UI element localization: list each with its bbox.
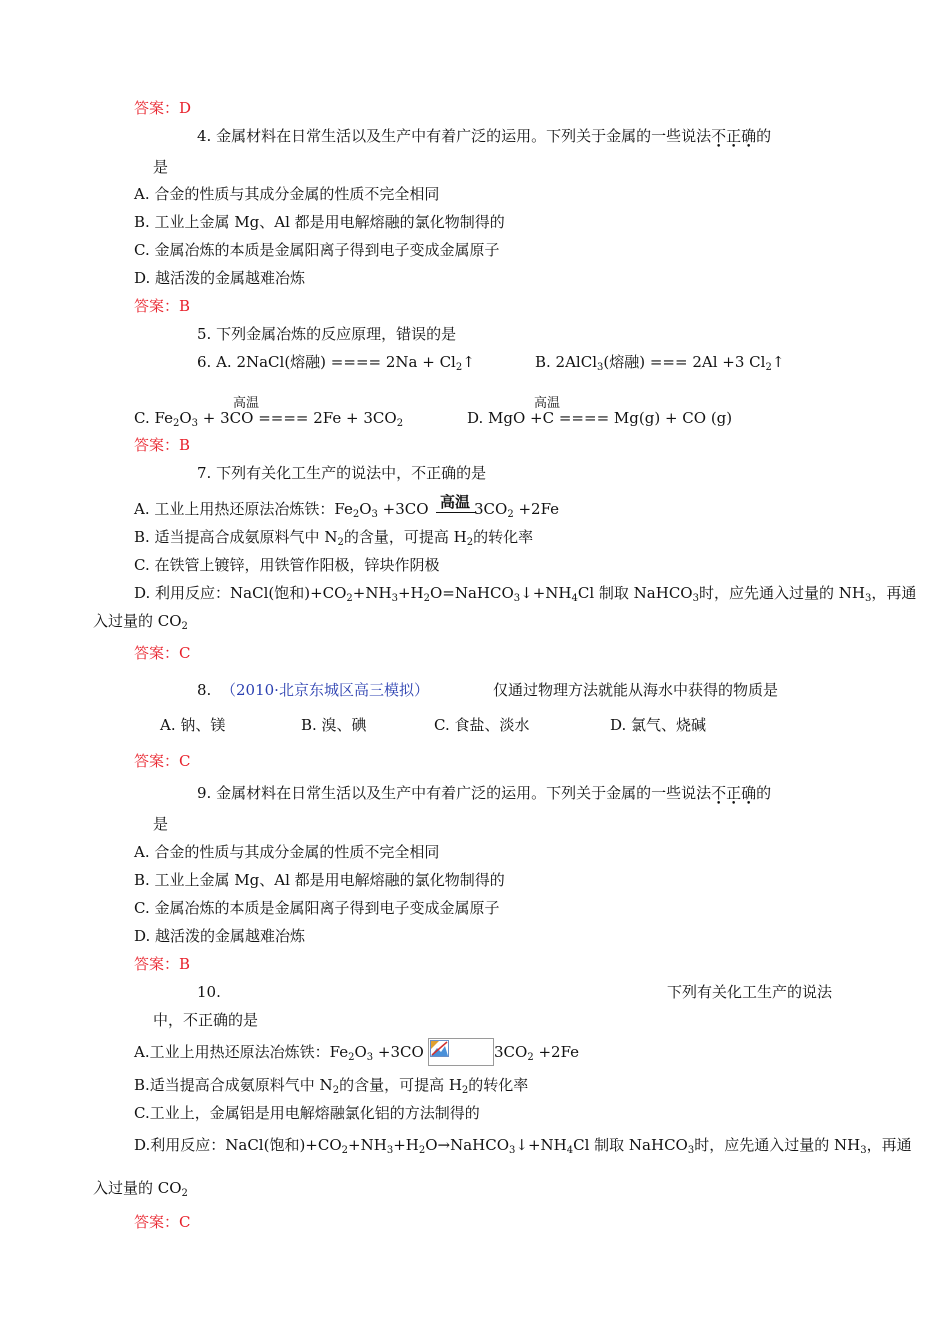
q10-a-text3: +3CO [373,1043,424,1061]
q4-stem-post: 的 [756,127,772,145]
q9-option-c: C. 金属冶炼的本质是金属阳离子得到电子变成金属原子 [134,899,500,917]
q4-stem [197,126,771,146]
q6-a-sub: 2 [455,362,463,373]
q10-b-text1: B.适当提高合成氨原料气中 N [134,1076,333,1094]
answer-q8: 答案：C [134,752,191,770]
q10-option-a-rhs [494,1042,579,1062]
q10-a-text2: O [354,1043,367,1061]
q7-d-text7: 时，应先通入过量的 NH [698,584,865,602]
answer-q3: 答案：D [134,99,192,117]
q6-b-text2: (熔融) === 2Al +3 Cl [603,353,766,371]
q10-b-sub2: 2 [461,1085,469,1096]
q7-d-sub1: 2 [346,593,353,604]
q6-b-text1: B. 2AlCl [535,353,598,371]
q7-d-sub3: 2 [423,593,430,604]
q6-option-d: D. MgO +C ==== Mg(g) + CO (g) [467,409,733,427]
q8-stem: 仅通过物理方法就能从海水中获得的物质是 [493,681,779,699]
q7-d-text6: Cl 制取 NaHCO [577,584,693,602]
q7-b-text3: 的转化率 [473,528,534,546]
q10-a-sub3: 2 [527,1052,534,1063]
answer-q4: 答案：B [134,297,191,315]
q10-b-text2: 的含量，可提高 H [339,1076,462,1094]
q6-option-a [197,352,475,372]
q10-a-sub2: 3 [366,1052,374,1063]
answer-q6: 答案：B [134,436,191,454]
q7-stem: 7. 下列有关化工生产的说法中，不正确的是 [197,464,487,482]
q7-a-arrow-bar [436,512,476,513]
q7-d-text2: +NH [352,584,392,602]
q7-option-a-rhs [474,499,559,519]
q9-option-b: B. 工业上金属 Mg、Al 都是用电解熔融的氯化物制得的 [134,871,505,889]
q7-a-text3: +3CO [377,500,429,518]
q10-option-d-cont [93,1178,188,1198]
q4-option-d: D. 越活泼的金属越难冶炼 [134,269,306,287]
q4-option-c: C. 金属冶炼的本质是金属阳离子得到电子变成金属原子 [134,241,500,259]
broken-image-icon [430,1040,450,1058]
q10-d-text2: +NH [348,1136,387,1154]
q9-emph-2: 正 [726,784,742,802]
q10-d-text8: ，再通 [866,1136,912,1154]
q6-b-arrow: ↑ [771,353,785,371]
q7-d-text5: ↓+NH [520,584,572,602]
answer-q9: 答案：B [134,955,191,973]
q10-number: 10. [197,983,221,1001]
q10-stem: 下列有关化工生产的说法 [667,983,833,1001]
q9-stem-post: 的 [756,784,772,802]
q9-option-a: A. 合金的性质与其成分金属的性质不完全相同 [134,843,440,861]
broken-image-placeholder [428,1038,494,1066]
q6-a-arrow: ↑ [462,353,475,371]
q4-emph-1: 不 [711,127,727,145]
q10-d-sub7: 3 [860,1145,867,1156]
q7-d-text1: D. 利用反应：NaCl(饱和)+CO [134,584,347,602]
answer-q10: 答案：C [134,1213,191,1231]
q6-c-sub2: 3 [191,418,199,429]
q8-option-c: C. 食盐、淡水 [434,716,530,734]
q8-source: （2010·北京东城区高三模拟） [221,681,429,699]
q7-a-sub1: 2 [352,509,360,520]
q7-a-condition: 高温 [440,493,471,511]
q8-number: 8. [197,681,212,699]
q7-a-sub2: 3 [371,509,378,520]
q9-stem [197,783,771,803]
q7-b-text1: B. 适当提高合成氨原料气中 N [134,528,338,546]
q7-d-sub2: 3 [391,593,398,604]
q7-d-text4: O=NaHCO [429,584,514,602]
q9-stem-cont: 是 [153,815,169,833]
q10-d-cont-sub: 2 [181,1188,188,1199]
q10-option-a [134,1042,424,1062]
q10-d-cont-text: 入过量的 CO [93,1179,182,1197]
q10-d-text6: Cl 制取 NaHCO [573,1136,688,1154]
q4-option-a: A. 合金的性质与其成分金属的性质不完全相同 [134,185,440,203]
q10-option-c: C.工业上，金属铝是用电解熔融氯化铝的方法制得的 [134,1104,480,1122]
q10-d-text7: 时，应先通入过量的 NH [694,1136,861,1154]
q7-option-a [134,499,429,519]
q10-d-sub6: 3 [687,1145,695,1156]
q6-c-sub1: 2 [172,418,180,429]
q8-option-b: B. 溴、碘 [301,716,367,734]
q6-c-condition: 高温 [233,396,260,411]
q6-c-sub3: 2 [396,418,404,429]
q10-d-sub2: 3 [386,1145,394,1156]
q10-d-text3: +H [393,1136,419,1154]
q7-a-text2: O [359,500,372,518]
q7-option-c: C. 在铁管上镀锌，用铁管作阳极，锌块作阴极 [134,556,440,574]
q7-option-b [134,527,533,547]
q10-d-sub1: 2 [341,1145,349,1156]
q7-d-text8: ，再通 [871,584,917,602]
q7-d-sub4: 3 [513,593,521,604]
q7-d-cont-text: 入过量的 CO [93,612,182,630]
q6-c-text3: + 3CO ==== 2Fe + 3CO [198,409,397,427]
q10-option-d [134,1135,912,1155]
q10-d-sub3: 2 [418,1145,426,1156]
q6-d-condition: 高温 [534,396,561,411]
q7-d-text3: +H [397,584,424,602]
q8-option-a: A. 钠、镁 [160,716,226,734]
q6-a-text: 6. A. 2NaCl(熔融) ==== 2Na + Cl [197,353,456,371]
q6-c-text1: C. Fe [134,409,173,427]
q10-option-b [134,1075,528,1095]
q10-a-text4: 3CO [494,1043,528,1061]
q7-b-text2: 的含量，可提高 H [343,528,467,546]
q6-option-c [134,408,403,428]
q7-b-sub2: 2 [466,537,474,548]
q4-option-b: B. 工业上金属 Mg、Al 都是用电解熔融的氯化物制得的 [134,213,505,231]
q8-option-d: D. 氯气、烧碱 [610,716,707,734]
q9-emph-1: 不 [711,784,727,802]
q7-a-text4: 3CO [474,500,508,518]
q7-a-text1: A. 工业上用热还原法冶炼铁：Fe [134,500,353,518]
q10-b-text3: 的转化率 [468,1076,529,1094]
q10-d-sub5: 4 [566,1145,574,1156]
q4-stem-pre: 4. 金属材料在日常生活以及生产中有着广泛的运用。下列关于金属的一些说法 [197,127,712,145]
q10-stem-cont: 中，不正确的是 [153,1011,259,1029]
q5-stem: 5. 下列金属冶炼的反应原理，错误的是 [197,325,457,343]
q6-c-text2: O [179,409,192,427]
q6-b-sub2: 2 [765,362,772,373]
q6-option-b [535,352,784,372]
q10-a-sub1: 2 [348,1052,355,1063]
answer-q7: 答案：C [134,644,191,662]
q9-emph-3: 确 [741,784,757,802]
q7-d-cont-sub: 2 [181,621,188,632]
q10-b-sub1: 2 [332,1085,340,1096]
q9-option-d: D. 越活泼的金属越难冶炼 [134,927,306,945]
q10-d-sub4: 3 [509,1145,516,1156]
q10-a-text1: A.工业上用热还原法冶炼铁：Fe [134,1043,349,1061]
q7-a-sub3: 2 [507,509,514,520]
q10-d-text5: ↓+NH [515,1136,567,1154]
q6-b-sub1: 3 [597,362,604,373]
q7-a-text5: +2Fe [513,500,560,518]
q10-a-text5: +2Fe [533,1043,580,1061]
q10-d-text4: O→NaHCO [425,1136,510,1154]
q9-stem-pre: 9. 金属材料在日常生活以及生产中有着广泛的运用。下列关于金属的一些说法 [197,784,712,802]
q7-b-sub1: 2 [337,537,344,548]
q7-option-d-cont [93,611,188,631]
q10-d-text1: D.利用反应：NaCl(饱和)+CO [134,1136,342,1154]
q4-emph-3: 确 [741,127,757,145]
q7-d-sub5: 4 [571,593,578,604]
q7-option-d [134,583,916,603]
q7-d-sub6: 3 [692,593,699,604]
q4-emph-2: 正 [726,127,742,145]
q4-stem-cont: 是 [153,158,169,176]
q7-d-sub7: 3 [864,593,872,604]
